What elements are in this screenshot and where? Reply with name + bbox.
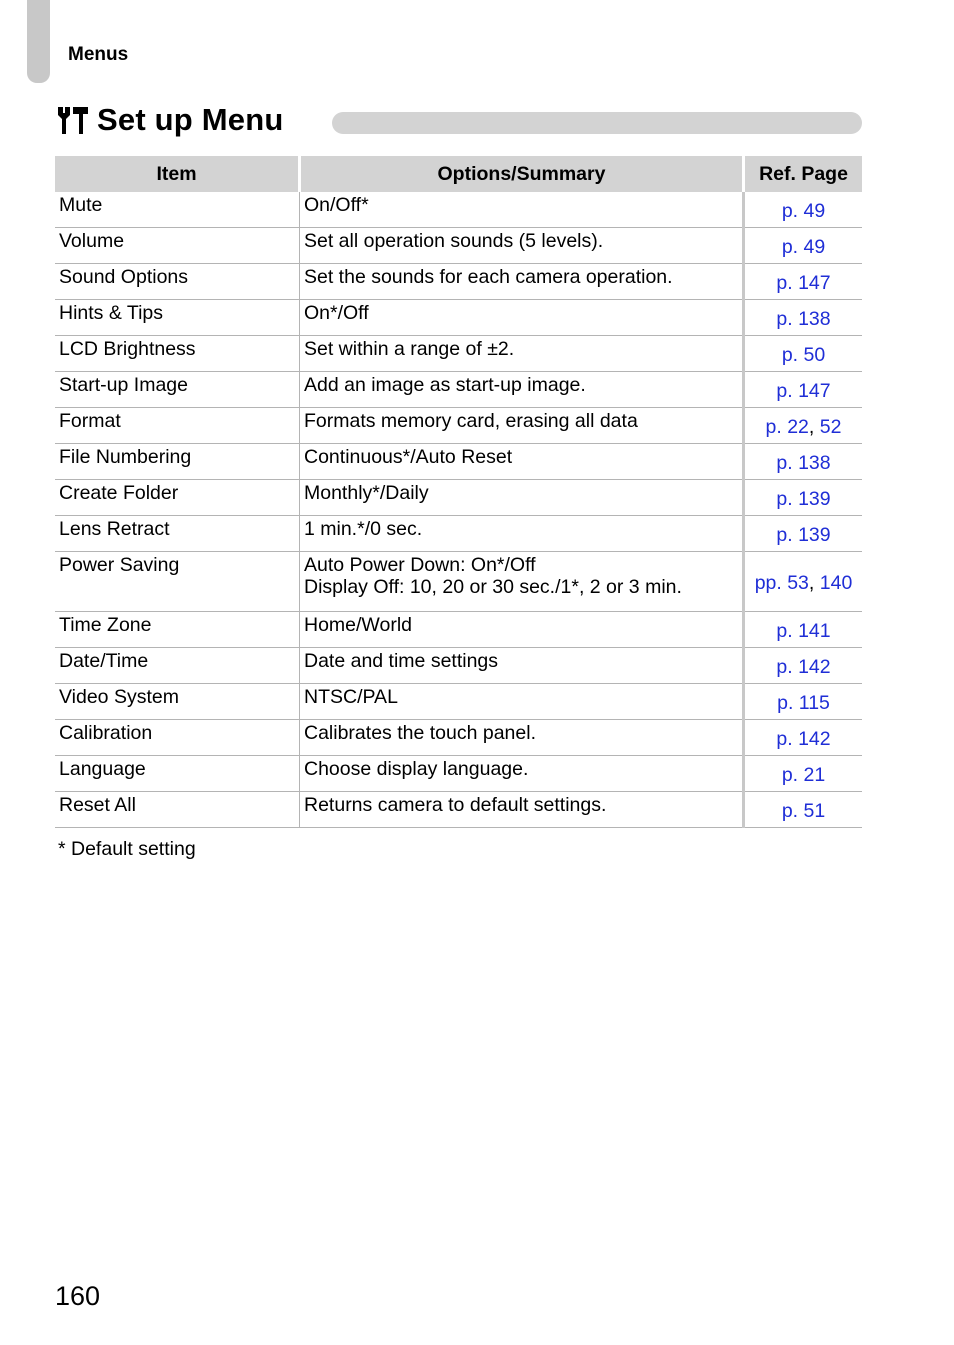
row-item: Sound Options <box>55 264 300 300</box>
row-item: Reset All <box>55 792 300 828</box>
row-options <box>300 612 744 648</box>
page-ref-link[interactable]: p. 49 <box>781 199 826 222</box>
option-line: Monthly*/Daily <box>304 482 429 504</box>
table-row <box>55 228 862 264</box>
page-ref-link[interactable]: p. 139 <box>776 523 831 546</box>
row-ref-page <box>744 612 863 648</box>
row-ref-page <box>744 228 863 264</box>
row-item: Hints & Tips <box>55 300 300 336</box>
page-number: 160 <box>55 1281 101 1311</box>
table-row <box>55 684 862 720</box>
row-ref-page <box>744 336 863 372</box>
row-ref-page <box>744 756 863 792</box>
row-item: Language <box>55 756 300 792</box>
option-line: Choose display language. <box>304 758 529 780</box>
row-options <box>300 372 744 408</box>
table-row <box>55 408 862 444</box>
table-row <box>55 756 862 792</box>
row-ref-page: pp. 53, 140 <box>744 552 863 612</box>
option-line: NTSC/PAL <box>304 686 398 708</box>
wrench-hammer-icon <box>55 103 89 137</box>
row-item: File Numbering <box>55 444 300 480</box>
row-ref-page <box>744 444 863 480</box>
row-item: Video System <box>55 684 300 720</box>
table-row <box>55 516 862 552</box>
option-line: Auto Power Down: On*/Off <box>304 554 536 576</box>
row-ref-page <box>744 648 863 684</box>
table-row <box>55 648 862 684</box>
row-options <box>300 264 744 300</box>
table-body <box>55 192 862 828</box>
row-item: Time Zone <box>55 612 300 648</box>
page-ref-link[interactable]: p. 138 <box>776 307 831 330</box>
option-line: On/Off* <box>304 194 369 216</box>
page-ref-link[interactable]: p. 22 <box>765 415 809 438</box>
page-ref-link[interactable]: p. 115 <box>777 691 830 714</box>
setup-menu-table <box>55 156 862 828</box>
row-item: Mute <box>55 192 300 228</box>
row-ref-page <box>744 792 863 828</box>
option-line: Set all operation sounds (5 levels). <box>304 230 604 252</box>
page-ref-link[interactable]: p. 49 <box>781 235 826 258</box>
option-line: Formats memory card, erasing all data <box>304 410 638 432</box>
option-line: Add an image as start-up image. <box>304 374 586 396</box>
row-options <box>300 192 744 228</box>
page-ref-link[interactable]: p. 147 <box>776 379 831 402</box>
row-item: Create Folder <box>55 480 300 516</box>
row-item: Format <box>55 408 300 444</box>
row-options <box>300 552 744 612</box>
option-line: Returns camera to default settings. <box>304 794 607 816</box>
page-ref-link[interactable]: p. 138 <box>776 451 831 474</box>
table-row <box>55 552 862 612</box>
page-ref-link[interactable]: p. 147 <box>776 271 831 294</box>
table-row <box>55 372 862 408</box>
side-tab-marker <box>27 0 50 83</box>
table-row <box>55 444 862 480</box>
section-label: Menus <box>68 44 129 65</box>
option-line: Continuous*/Auto Reset <box>304 446 513 468</box>
table-row <box>55 336 862 372</box>
table-row <box>55 300 862 336</box>
page-title <box>55 98 283 142</box>
page-ref-link[interactable]: p. 141 <box>776 619 831 642</box>
row-options <box>300 684 744 720</box>
header-ref-page: Ref. Page <box>744 156 863 192</box>
page-ref-link[interactable]: pp. 53 <box>754 571 809 594</box>
row-item: LCD Brightness <box>55 336 300 372</box>
row-options <box>300 648 744 684</box>
table-row <box>55 480 862 516</box>
option-line: Set the sounds for each camera operation. <box>304 266 673 288</box>
row-options <box>300 480 744 516</box>
page-ref-link[interactable]: p. 142 <box>776 655 831 678</box>
row-options <box>300 300 744 336</box>
row-options <box>300 408 744 444</box>
page-ref-link[interactable]: p. 21 <box>781 763 826 786</box>
page-ref-link[interactable]: 140 <box>819 571 853 594</box>
row-ref-page <box>744 480 863 516</box>
title-decoration-bar <box>332 112 862 134</box>
table-header-row <box>55 156 862 192</box>
page-ref-link[interactable]: p. 51 <box>781 799 826 822</box>
page-ref-link[interactable]: 52 <box>819 415 842 438</box>
table-row <box>55 192 862 228</box>
header-options: Options/Summary <box>300 156 744 192</box>
page-ref-link[interactable]: p. 50 <box>781 343 826 366</box>
row-item: Calibration <box>55 720 300 756</box>
row-options <box>300 516 744 552</box>
option-line: Set within a range of ±2. <box>304 338 515 360</box>
page-ref-link[interactable]: p. 142 <box>776 727 831 750</box>
header-item: Item <box>55 156 300 192</box>
row-ref-page <box>744 300 863 336</box>
table-row <box>55 720 862 756</box>
option-line: Calibrates the touch panel. <box>304 722 536 744</box>
table-row <box>55 792 862 828</box>
row-options <box>300 228 744 264</box>
row-ref-page <box>744 372 863 408</box>
title-text: Set up Menu <box>97 102 284 137</box>
row-ref-page: p. 22, 52 <box>744 408 863 444</box>
row-item: Power Saving <box>55 552 300 612</box>
table-row <box>55 612 862 648</box>
row-item: Volume <box>55 228 300 264</box>
row-ref-page <box>744 720 863 756</box>
page-ref-link[interactable]: p. 139 <box>776 487 831 510</box>
row-options <box>300 720 744 756</box>
row-options <box>300 756 744 792</box>
option-line: Date and time settings <box>304 650 499 672</box>
option-line: On*/Off <box>304 302 369 324</box>
row-ref-page <box>744 264 863 300</box>
row-ref-page <box>744 516 863 552</box>
row-item: Lens Retract <box>55 516 300 552</box>
row-ref-page <box>744 192 863 228</box>
row-options <box>300 444 744 480</box>
row-item: Date/Time <box>55 648 300 684</box>
footnote: * Default setting <box>58 838 196 860</box>
option-line: 1 min.*/0 sec. <box>304 518 423 540</box>
option-line: Home/World <box>304 614 413 636</box>
row-options <box>300 792 744 828</box>
option-line: Display Off: 10, 20 or 30 sec./1*, 2 or 3 min. <box>304 576 682 598</box>
table-row <box>55 264 862 300</box>
row-options <box>300 336 744 372</box>
row-item: Start-up Image <box>55 372 300 408</box>
row-ref-page <box>744 684 863 720</box>
